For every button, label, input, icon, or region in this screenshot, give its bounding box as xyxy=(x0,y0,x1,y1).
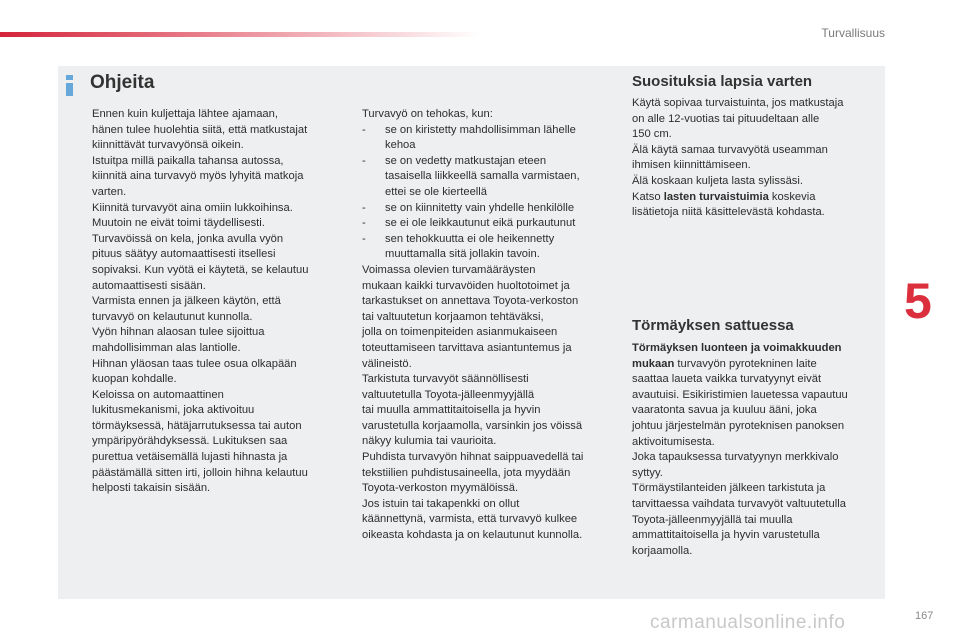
col1-line: lukitusmekanismi, joka aktivoituu xyxy=(92,404,255,417)
bullet-line: ettei se ole kierteellä xyxy=(385,185,487,198)
col2-line: Toyota-verkoston myymälöissä. xyxy=(362,482,519,495)
page-number: 167 xyxy=(915,610,934,622)
col1-line: purettua vetäisemällä lujasti hihnasta ja xyxy=(92,451,288,464)
col1-line: sopivaksi. Kun vyötä ei käytetä, se kelautuu xyxy=(92,263,309,276)
col1-line: Ennen kuin kuljettaja lähtee ajamaan, xyxy=(92,108,278,120)
collision-line: aktivoitumisesta. xyxy=(632,435,715,448)
col2-line: Jos istuin tai takapenkki on ollut xyxy=(362,497,520,510)
col2-line: jolla on toimenpiteiden asianmukaiseen xyxy=(362,326,558,339)
col1-line: Istuitpa millä paikalla tahansa autossa, xyxy=(92,154,284,167)
watermark: carmanualsonline.info xyxy=(650,612,846,633)
col1-line: Varmista ennen ja jälkeen käytön, että xyxy=(92,295,281,308)
children-line: Älä koskaan kuljeta lasta sylissäsi. xyxy=(632,174,803,187)
bullet-line: - se on vedetty matkustajan eteen xyxy=(362,154,612,170)
col1-line: helposti takaisin sisään. xyxy=(92,482,211,495)
collision-line: Törmäystilanteiden jälkeen tarkistuta ja xyxy=(632,482,826,495)
bullet-line: tasaisella liikkeellä samalla varmistaen, xyxy=(385,170,580,183)
col2-line: välineistö. xyxy=(362,357,412,370)
collision-line: Toyota-jälleenmyyjällä tai muulla xyxy=(632,513,793,526)
col1-line: pituus säätyy automaattisesti itsellesi xyxy=(92,248,276,261)
col1-line: Muutoin ne eivät toimi täydellisesti. xyxy=(92,217,265,230)
children-title: Suosituksia lapsia varten xyxy=(632,73,813,90)
col1-line: turvavyö on kelautunut kunnolla. xyxy=(92,310,253,323)
children-text xyxy=(632,96,877,221)
bullet-dash: - xyxy=(362,217,366,230)
bullet-dash: - xyxy=(362,201,366,214)
column-2 xyxy=(362,107,612,544)
col2-line: varustetulla korjaamolla, varsinkin jos vöissä xyxy=(362,419,583,432)
col1-line: Vyön hihnan alaosan tulee sijoittua xyxy=(92,326,265,339)
header-accent-bar xyxy=(0,32,480,37)
bullet-line: - se ei ole leikkautunut eikä purkautunut xyxy=(362,216,612,232)
info-icon xyxy=(66,75,73,96)
collision-line: vaaratonta savua ja kuuluu ääni, joka xyxy=(632,404,817,417)
col1-line: Kiinnitä turvavyöt aina omiin lukkoihinsa. xyxy=(92,201,293,214)
children-line: ihmisen kiinnittämiseen. xyxy=(632,159,751,172)
children-line: Käytä sopivaa turvaistuinta, jos matkustaja xyxy=(632,97,844,109)
collision-line: johtuu järjestelmän pyroteknisen panoksen xyxy=(632,419,845,432)
bullet-line: kehoa xyxy=(385,139,416,152)
col1-line: hänen tulee huolehtia siitä, että matkustajat xyxy=(92,123,308,136)
col2-line: tai muulla ammattitaitoisella ja hyvin xyxy=(362,404,541,417)
col2-line: Tarkistuta turvavyöt säännöllisesti xyxy=(362,373,529,386)
col1-line: kuopan kohdalle. xyxy=(92,373,177,386)
collision-line: saattaa laueta vaikka turvatyynyt eivät xyxy=(632,373,822,386)
col1-line: törmäyksessä, hätäjarrutuksessa tai auton xyxy=(92,419,302,432)
collision-line: Joka tapauksessa turvatyynyn merkkivalo xyxy=(632,451,839,464)
collision-line: korjaamolla. xyxy=(632,544,693,557)
bullet-line: muuttamalla sitä jollakin tavoin. xyxy=(385,248,540,261)
column-1 xyxy=(92,107,332,497)
col2-line: oikeasta kohdasta ja on kelautunut kunnolla. xyxy=(362,529,583,542)
col2-line: käännettynä, varmista, että turvavyö kulkee xyxy=(362,513,578,526)
col1-line: varten. xyxy=(92,185,127,198)
chapter-number: 5 xyxy=(904,273,932,329)
bullet-line: - sen tehokkuutta ei ole heikennetty xyxy=(362,232,612,248)
children-line: 150 cm. xyxy=(632,128,672,141)
info-title: Ohjeita xyxy=(90,72,155,93)
collision-line-first: mukaan turvavyön pyrotekninen laite xyxy=(632,357,817,370)
collision-title: Törmäyksen sattuessa xyxy=(632,317,794,334)
col2-line: tarkastukset on annettava Toyota-verkoston xyxy=(362,295,579,308)
col1-line: Hihnan yläosan taas tulee osua olkapään xyxy=(92,357,297,370)
bullet-line: - se on kiristetty mahdollisimman lähelle xyxy=(362,123,612,139)
col1-line: mahdollisimman alas lantiolle. xyxy=(92,341,241,354)
bullet-dash: - xyxy=(362,154,366,167)
children-line: on alle 12-vuotias tai pituudeltaan alle xyxy=(632,112,820,125)
children-line: Älä käytä samaa turvavyötä useamman xyxy=(632,143,828,156)
col1-line: ympäripyörähdyksessä. Lukituksen saa xyxy=(92,435,288,448)
col2-line: mukaan kaikki turvavöiden huoltotoimet ja xyxy=(362,279,570,292)
collision-line: ammattitaitoisella ja hyvin varustetulla xyxy=(632,529,820,542)
collision-bold-line: Törmäyksen luonteen ja voimakkuuden xyxy=(632,342,842,354)
col2-line: Puhdista turvavyön hihnat saippuavedellä tai xyxy=(362,451,584,464)
col1-line: automaattisesti sisään. xyxy=(92,279,206,292)
collision-text xyxy=(632,341,877,559)
col1-line: Turvavöissä on kela, jonka avulla vyön xyxy=(92,232,284,245)
col2-line: Voimassa olevien turvamääräysten xyxy=(362,263,536,276)
bullet-dash: - xyxy=(362,232,366,245)
col2-line: toteuttamiseen tarvittava asiantuntemus ja xyxy=(362,341,572,354)
col1-line: kiinnittävät turvavyönsä oikein. xyxy=(92,139,244,152)
bullet-dash: - xyxy=(362,123,366,136)
children-reference-line2: lisätietoja niitä käsittelevästä kohdasta. xyxy=(632,206,825,219)
col2-line: tai valtuutetun korjaamon tehtäväksi, xyxy=(362,310,544,323)
bullet-line: - se on kiinnitetty vain yhdelle henkilölle xyxy=(362,201,612,217)
col1-line: päästämällä sitten irti, jolloin hihna kelautuu xyxy=(92,466,308,479)
col2-intro: Turvavyö on tehokas, kun: xyxy=(362,108,493,120)
col2-line: näkyy kulumia tai vaurioita. xyxy=(362,435,497,448)
section-title: Turvallisuus xyxy=(821,26,885,40)
children-reference: Katso lasten turvaistuimia koskevia xyxy=(632,190,816,203)
collision-line: tarvittaessa vaihdata turvavyöt valtuutetulla xyxy=(632,497,846,510)
collision-line: syttyy. xyxy=(632,466,663,479)
collision-line: avautuisi. Esikiristimien lauetessa vapautuu xyxy=(632,388,848,401)
col2-line: tekstiilien puhdistusaineella, jota myydään xyxy=(362,466,571,479)
col2-line: valtuutetulla Toyota-jälleenmyyjällä xyxy=(362,388,535,401)
col1-line: Keloissa on automaattinen xyxy=(92,388,224,401)
col1-line: kiinnitä aina turvavyö myös lyhyitä matkoja xyxy=(92,170,304,183)
